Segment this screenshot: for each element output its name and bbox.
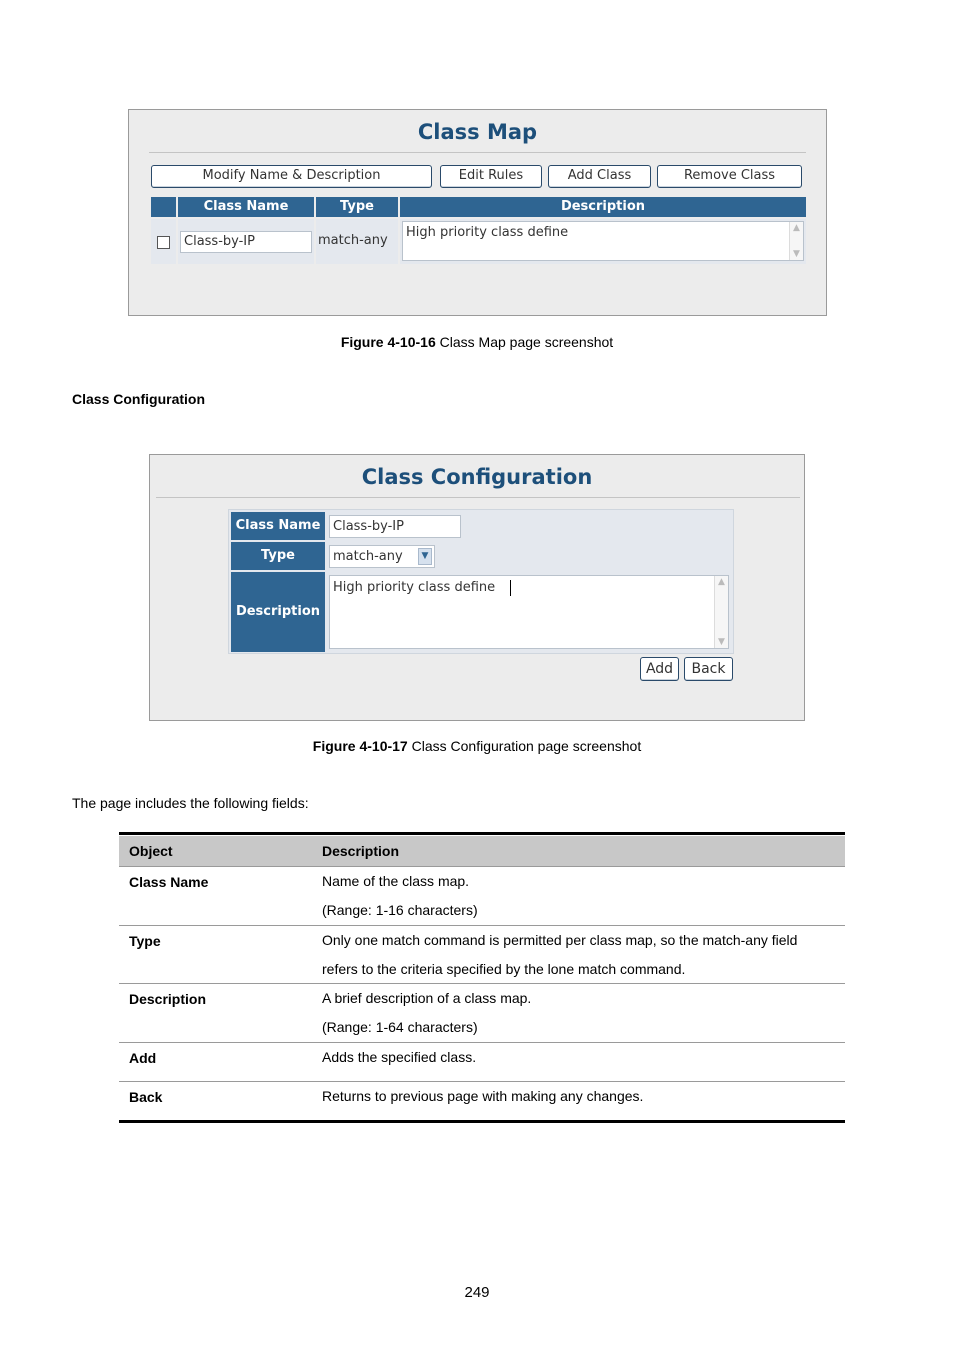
edit-rules-button[interactable]: Edit Rules [440,165,542,188]
scroll-up-icon[interactable]: ▲ [793,223,800,233]
description-textarea[interactable] [329,575,729,649]
description-textarea[interactable] [402,221,804,261]
header-description: Description [322,843,400,859]
row-description-line: A brief description of a class map. [322,990,532,1006]
header-class-name: Class Name [178,197,314,217]
header-type: Type [316,197,398,217]
table-top-rule [119,832,845,835]
row-object: Type [129,933,161,949]
class-name-input[interactable]: Class-by-IP [329,515,461,538]
modify-name-description-button[interactable]: Modify Name & Description [151,165,432,188]
chevron-down-icon[interactable]: ▼ [418,548,432,565]
figure-2-caption [0,738,954,754]
fields-table [119,832,845,1124]
table-row [119,926,845,984]
class-map-title: Class Map [417,120,538,144]
row-description-line: (Range: 1-64 characters) [322,1019,478,1035]
row-type-cell [316,219,398,264]
row-object: Back [129,1089,163,1105]
title-divider [149,152,806,153]
intro-text: The page includes the following fields: [72,795,309,811]
row-description-line: Only one match command is permitted per class map, so the match-any field [322,932,798,948]
figure-1-label: Figure 4-10-16 [340,334,436,350]
scroll-down-icon[interactable]: ▼ [718,637,725,647]
row-object: Description [129,991,207,1007]
header-checkbox-col [151,197,176,217]
scroll-up-icon[interactable]: ▲ [718,577,725,587]
row-description-line: (Range: 1-16 characters) [322,902,478,918]
row-select-checkbox[interactable] [157,236,170,249]
figure-2-label: Figure 4-10-17 [312,738,408,754]
header-description: Description [400,197,806,217]
row-description-line: Adds the specified class. [322,1049,477,1065]
config-form [228,509,734,654]
class-map-screenshot [128,109,827,316]
row-description-line: Name of the class map. [322,873,470,889]
label-type: Type [231,542,325,570]
label-description: Description [231,572,325,652]
section-heading: Class Configuration [72,391,206,407]
header-object: Object [129,843,173,859]
figure-1-text: Class Map page screenshot [435,334,614,350]
figure-1-caption [0,334,954,350]
class-name-value[interactable]: Class-by-IP [180,231,312,253]
title-divider [156,497,800,498]
type-select-value: match-any [333,549,403,564]
description-scrollbar[interactable] [714,576,728,648]
class-configuration-screenshot [149,454,805,721]
row-object: Class Name [129,874,209,890]
description-value: High priority class define [333,580,496,595]
table-row [119,1043,845,1082]
description-value: High priority class define [406,225,569,240]
back-button[interactable]: Back [684,657,733,681]
table-row [119,984,845,1043]
row-description-line: refers to the criteria specified by the lone match command. [322,961,686,977]
row-description-line: Returns to previous page with making any changes. [322,1088,644,1104]
row-object: Add [129,1050,157,1066]
row-description-cell [400,219,806,264]
row-class-name-cell [178,219,314,264]
scroll-down-icon[interactable]: ▼ [793,249,800,259]
row-checkbox-cell [151,219,176,264]
table-row [119,867,845,926]
table-header [119,836,845,867]
text-cursor [510,580,511,596]
add-button[interactable]: Add [640,657,679,681]
type-value: match-any [318,233,388,248]
type-select[interactable] [329,545,435,568]
class-configuration-title: Class Configuration [361,465,593,489]
label-class-name: Class Name [231,512,325,540]
figure-2-text: Class Configuration page screenshot [407,738,642,754]
add-class-button[interactable]: Add Class [548,165,651,188]
table-row [119,1082,845,1120]
remove-class-button[interactable]: Remove Class [657,165,802,188]
table-bottom-rule [119,1120,845,1123]
description-scrollbar[interactable] [789,222,803,260]
page-number: 249 [464,1284,490,1301]
